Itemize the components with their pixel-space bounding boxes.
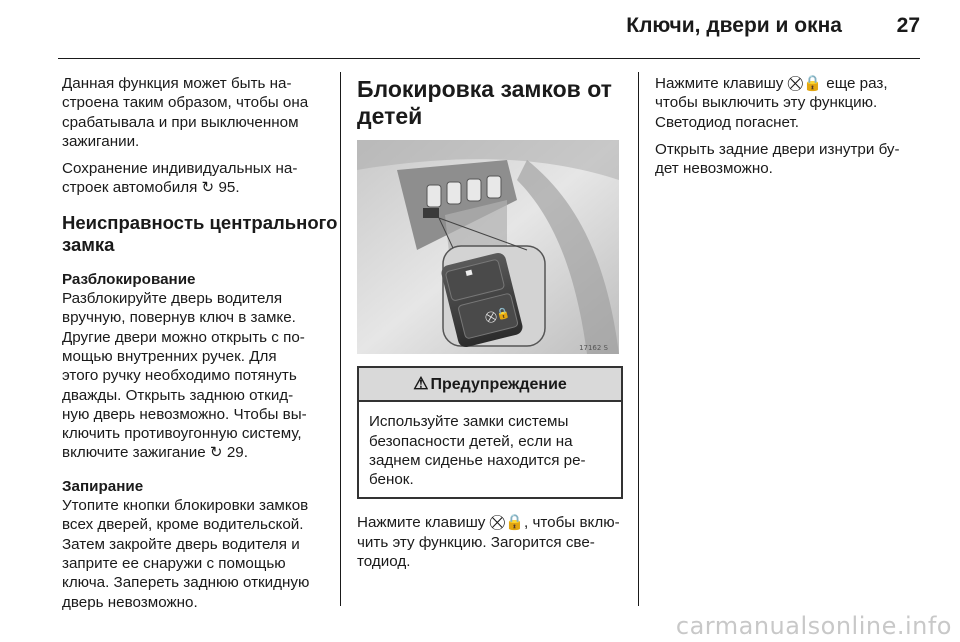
warning-box [357,366,623,499]
section-heading-central-lock-failure: Неисправность центрального замка [62,211,338,255]
unlocking-paragraph: Разблокируйте дверь водителя вручную, повернув ключ в замке. Другие двери можно открыть с по- мощью внутренних ручек. Для этого ручку необходимо потянуть дважды. Открыть заднюю откид- ную дверь невозможно. Чтобы вы- ключить противоугонную систему, включите зажигание ↻ 29. [62,290,307,462]
locking-paragraph: Утопите кнопки блокировки замков всех дверей, кроме водительской. Затем закройте дверь водителя и заприте ее снаружи с помощью ключа. Запереть заднюю откидную дверь невозможно. [62,497,310,611]
column-left [62,74,338,620]
column-middle [357,76,623,579]
warning-header: ⚠ Предупреждение [359,368,621,402]
rear-doors-paragraph: Открыть задние двери изнутри бу- дет невозможно. [655,140,900,178]
deactivate-paragraph: Нажмите клавишу ⛒🔒 еще раз, чтобы выключить эту функцию. Светодиод погаснет. [655,75,888,131]
door-panel-illustration [357,140,619,354]
activate-paragraph: Нажмите клавишу ⛒🔒, чтобы вклю- чить эту функцию. Загорится све- тодиод. [357,514,620,571]
svg-text:⛒🔒: ⛒🔒 [483,305,512,325]
zoom-callout [440,246,545,349]
header-title: Ключи, двери и окна [626,14,842,37]
subheading-unlocking: Разблокирование [62,270,196,288]
settings-reference-paragraph[interactable]: Сохранение индивидуальных на- строек автомобиля ↻ 95. [62,160,298,197]
section-heading-child-locks: Блокировка замков от детей [357,76,612,129]
door-panel-svg [357,140,619,354]
page-number: 27 [896,14,920,37]
column-divider [340,72,341,606]
svg-text:17162 S: 17162 S [579,344,608,352]
warning-text: Используйте замки системы безопасности детей, если на заднем сиденье находится ре- бенок. [369,413,586,489]
column-right [655,74,923,186]
intro-paragraph: Данная функция может быть на- строена таким образом, чтобы она срабатывала и при выключенном зажигании. [62,75,309,150]
header-rule [58,58,920,59]
column-divider [638,72,639,606]
warning-triangle-icon: ⚠ [413,374,429,393]
subheading-locking: Запирание [62,477,144,495]
watermark[interactable]: carmanualsonline.info [675,612,952,640]
